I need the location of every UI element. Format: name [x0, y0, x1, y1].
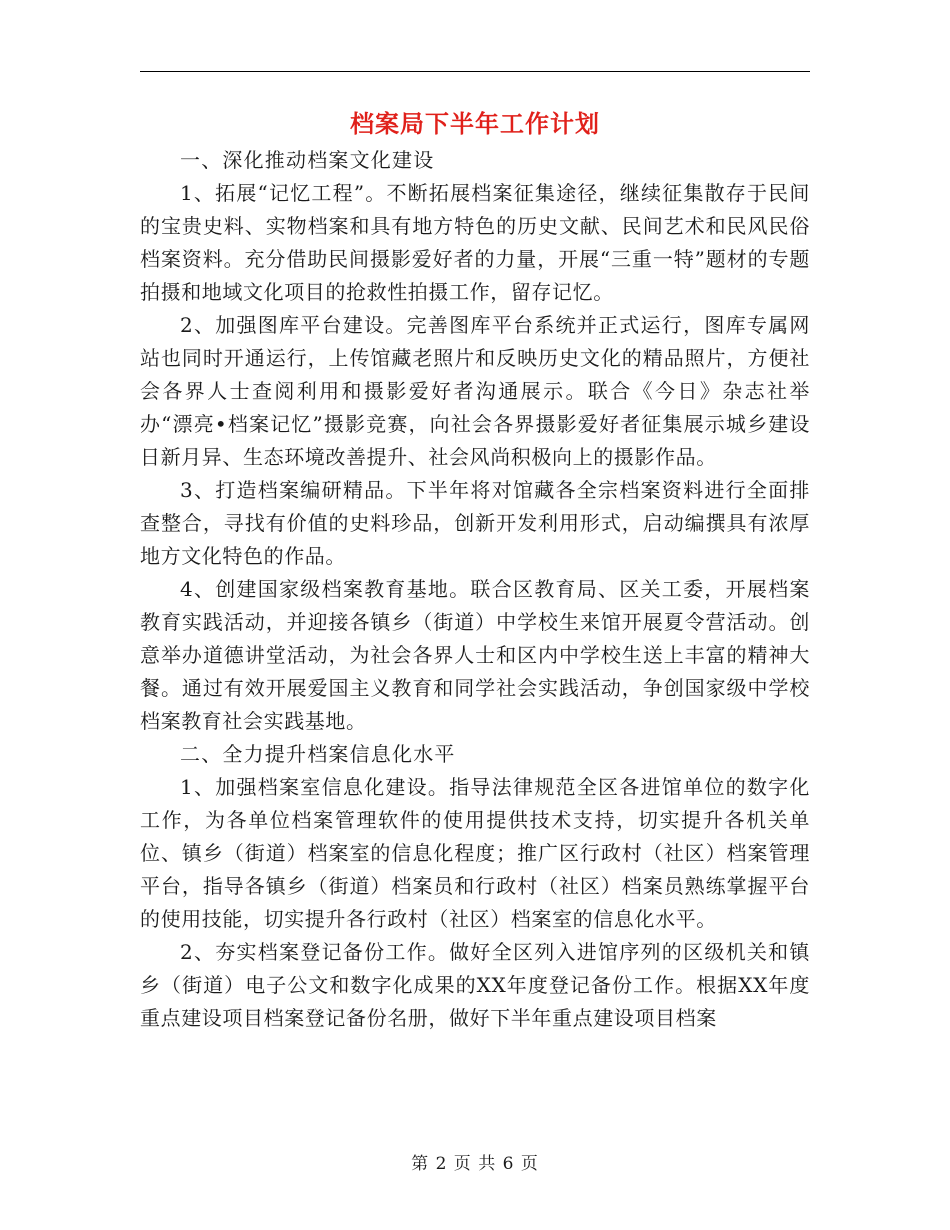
- paragraph-memory-project: 1、拓展“记忆工程”。不断拓展档案征集途径，继续征集散存于民间的宝贵史料、实物档案和具有地方特色的历史文献、民间艺术和民风民俗档案资料。充分借助民间摄影爱好者的力量，开展“三重一特”题材的专题拍摄和地域文化项目的抢救性拍摄工作，留存记忆。: [140, 181, 810, 304]
- paragraph-compilation-research: 3、打造档案编研精品。下半年将对馆藏各全宗档案资料进行全面排查整合，寻找有价值的史料珍品，创新开发利用形式，启动编撰具有浓厚地方文化特色的作品。: [140, 478, 810, 568]
- footer-prefix: 第: [411, 1154, 430, 1174]
- document-body: [140, 144, 810, 1035]
- page-number-footer: [140, 1152, 810, 1176]
- header-rule: [140, 71, 810, 72]
- paragraph-education-base: 4、创建国家级档案教育基地。联合区教育局、区关工委，开展档案教育实践活动，并迎接各镇乡（街道）中学校生来馆开展夏令营活动。创意举办道德讲堂活动，为社会各界人士和区内中学校生送上丰富的精神大餐。通过有效开展爱国主义教育和同学社会实践活动，争创国家级中学校档案教育社会实践基地。: [140, 577, 810, 733]
- footer-current-page: 2: [435, 1154, 448, 1174]
- paragraph-informatization: 1、加强档案室信息化建设。指导法律规范全区各进馆单位的数字化工作，为各单位档案管理软件的使用提供技术支持，切实提升各机关单位、镇乡（街道）档案室的信息化程度；推广区行政村（社区）档案管理平台，指导各镇乡（街道）档案员和行政村（社区）档案员熟练掌握平台的使用技能，切实提升各行政村（社区）档案室的信息化水平。: [140, 775, 810, 931]
- section-heading-1: 一、深化推动档案文化建设: [180, 148, 435, 172]
- footer-total-pages: 6: [502, 1154, 515, 1174]
- paragraph-gallery-platform: 2、加强图库平台建设。完善图库平台系统并正式运行，图库专属网站也同时开通运行，上传馆藏老照片和反映历史文化的精品照片，方便社会各界人士查阅利用和摄影爱好者沟通展示。联合《今日》杂志社举办“漂亮•档案记忆”摄影竞赛，向社会各界摄影爱好者征集展示城乡建设日新月异、生态环境改善提升、社会风尚积极向上的摄影作品。: [140, 313, 810, 469]
- section-heading-2: 二、全力提升档案信息化水平: [180, 742, 456, 766]
- document-title: 档案局下半年工作计划: [350, 109, 600, 138]
- footer-middle: 页 共: [453, 1154, 497, 1174]
- footer-suffix: 页: [520, 1154, 539, 1174]
- paragraph-registration-backup: 2、夯实档案登记备份工作。做好全区列入进馆序列的区级机关和镇乡（街道）电子公文和数字化成果的XX年度登记备份工作。根据XX年度重点建设项目档案登记备份名册，做好下半年重点建设项目档案: [140, 940, 810, 1030]
